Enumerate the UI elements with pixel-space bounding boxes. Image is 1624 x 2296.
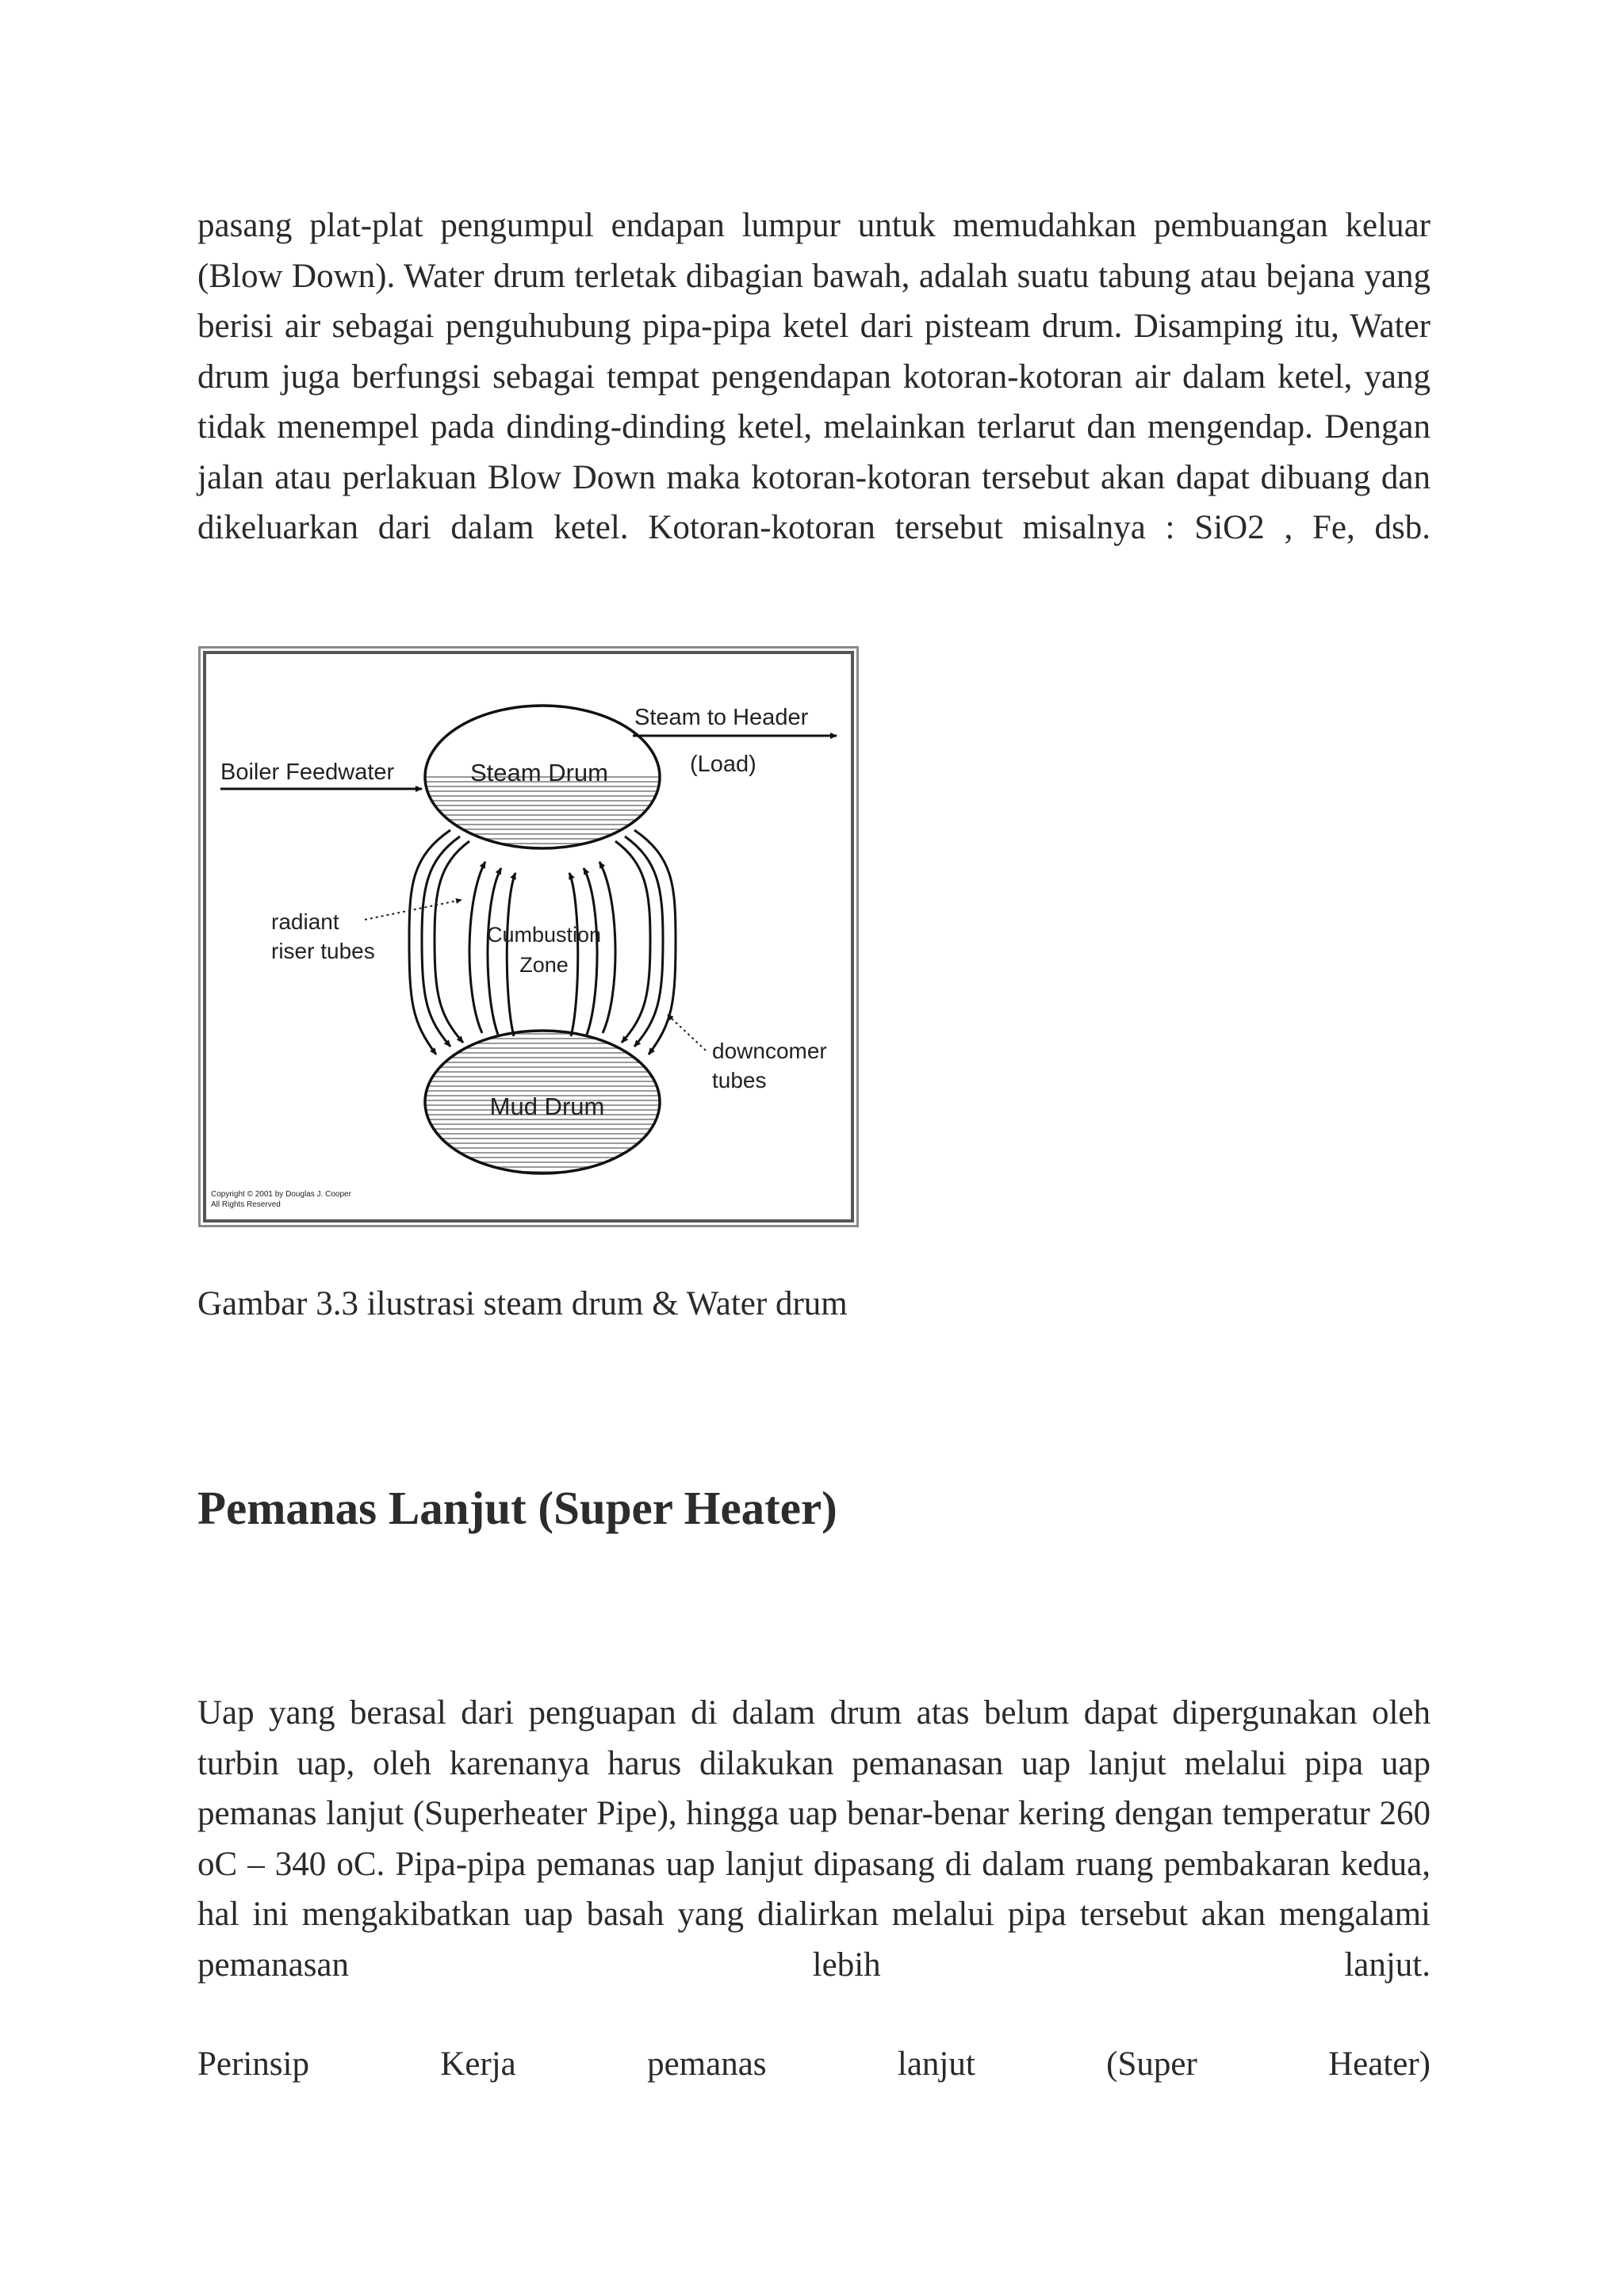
paragraph-blow-down: pasang plat-plat pengumpul endapan lumpur untuk memudahkan pembuangan keluar (Blow Down). Water drum terletak dibagian bawah, adalah suatu tabung atau bejana yang berisi air sebagai penguhubung pipa-pipa ketel dari pisteam drum. Disamping itu, Water drum juga berfungsi sebagai tempat pengendapan kotoran-kotoran air dalam ketel, yang tidak menempel pada dinding-dinding ketel, melainkan terlarut dan mengendap. Dengan jalan atau perlakuan Blow Down maka kotoran-kotoran tersebut akan dapat dibuang dan dikeluarkan dari dalam ketel. Kotoran-kotoran tersebut misalnya : SiO2 , Fe, dsb. (197, 207, 1431, 546)
label-boiler-feedwater: Boiler Feedwater (220, 760, 395, 785)
label-zone: Zone (519, 953, 569, 977)
label-steam-drum: Steam Drum (470, 759, 608, 786)
paragraph-super-heater: Uap yang berasal dari penguapan di dalam drum atas belum dapat dipergunakan oleh turbin uap, oleh karenanya harus dilakukan pemanasan uap lanjut melalui pipa uap pemanas lanjut (Superheater Pipe), hingga uap benar-benar kering dengan temperatur 260 oC – 340 oC. Pipa-pipa pemanas uap lanjut dipasang di dalam ruang pembakaran kedua, hal ini mengakibatkan uap basah yang dialirkan melalui pipa tersebut akan mengalami pemanasan lebih lanjut. (197, 1694, 1431, 1984)
label-downcomer-tubes: tubes (712, 1068, 767, 1093)
figure-caption: Gambar 3.3 ilustrasi steam drum & Water drum (197, 1285, 848, 1322)
section-heading: Pemanas Lanjut (Super Heater) (197, 1482, 837, 1534)
drum-diagram (198, 646, 859, 1227)
label-combustion: Cumbustion (486, 923, 602, 947)
label-radiant: radiant (271, 909, 339, 934)
label-riser-tubes: riser tubes (271, 939, 375, 963)
label-mud-drum: Mud Drum (489, 1093, 605, 1120)
steam-mud-drum-figure (198, 646, 859, 1227)
label-downcomer: downcomer (712, 1039, 827, 1063)
copyright-line-2: All Rights Reserved (211, 1200, 281, 1209)
copyright-line-1: Copyright © 2001 by Douglas J. Cooper (211, 1190, 351, 1199)
paragraph-principle: Perinsip Kerja pemanas lanjut (Super Heater) (197, 2045, 1431, 2083)
label-steam-to-header: Steam to Header (634, 705, 809, 730)
label-load: (Load) (690, 752, 756, 777)
